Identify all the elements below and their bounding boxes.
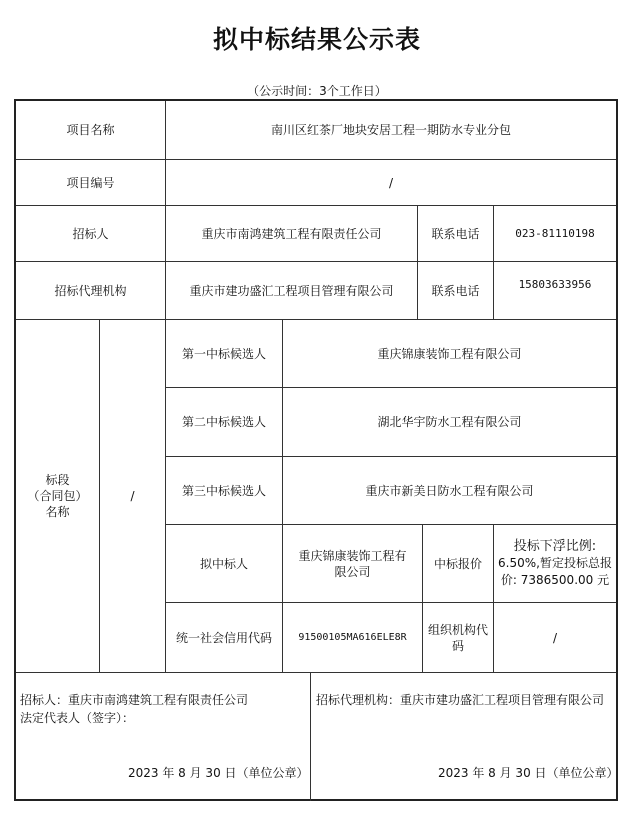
candidate-2-value: 湖北华宇防水工程有限公司 [377, 415, 522, 429]
tenderer-phone-label: 联系电话 [431, 226, 480, 241]
section-label-line2: （合同包） [27, 489, 88, 503]
footer-agency: 招标代理机构：重庆市建功盛汇工程项目管理有限公司 [316, 693, 605, 707]
price-line1: 投标下浮比例: [513, 539, 597, 554]
org-code-value: / [552, 630, 558, 645]
tenderer-phone-value: 023-81110198 [515, 226, 595, 240]
project-name-label: 项目名称 [66, 123, 115, 137]
section-label [16, 320, 99, 672]
credit-code-value: 91500105MA616ELE8R [298, 631, 407, 643]
agency-label: 招标代理机构 [54, 283, 127, 298]
footer-right-date: 2023 年 8 月 30 日（单位公章） [438, 766, 619, 780]
price-value [494, 525, 616, 602]
footer-left-date: 2023 年 8 月 30 日（单位公章） [128, 766, 309, 780]
candidate-2-label: 第二中标候选人 [181, 415, 266, 429]
winner-label: 拟中标人 [199, 556, 248, 571]
result-table [14, 99, 618, 801]
winner-value-line2: 限公司 [334, 564, 371, 579]
winner-value [283, 525, 422, 602]
agency-phone-label: 联系电话 [431, 283, 480, 298]
org-code-label: 组织机构代码 [427, 622, 488, 653]
section-label-line1: 标段 [45, 473, 70, 487]
agency-phone-value: 15803633956 [518, 278, 592, 291]
page-title: 拟中标结果公示表 [212, 25, 421, 54]
candidate-1-label: 第一中标候选人 [181, 346, 266, 361]
agency-value: 重庆市建功盛汇工程项目管理有限公司 [189, 283, 394, 298]
tenderer-label: 招标人 [72, 226, 109, 241]
tenderer-value: 重庆市南鸿建筑工程有限责任公司 [201, 226, 382, 241]
price-line3: 价: 7386500.00 元 [500, 573, 610, 587]
project-code-label: 项目编号 [66, 175, 115, 190]
candidate-1-value: 重庆锦康装饰工程有限公司 [377, 346, 522, 361]
candidate-3-label: 第三中标候选人 [181, 483, 266, 498]
footer-tenderer: 招标人：重庆市南鸿建筑工程有限责任公司 [20, 693, 249, 707]
section-value: / [130, 489, 135, 503]
price-line2: 6.50%,暂定投标总报 [498, 556, 612, 570]
candidate-3-value: 重庆市新美日防水工程有限公司 [365, 483, 534, 498]
footer-legal-rep: 法定代表人（签字）： [20, 711, 135, 725]
price-label: 中标报价 [433, 556, 482, 571]
credit-code-label: 统一社会信用代码 [175, 630, 272, 645]
winner-value-line1: 重庆锦康装饰工程有 [298, 548, 407, 563]
project-code-value: / [388, 175, 394, 190]
project-name-value: 南川区红茶厂地块安居工程一期防水专业分包 [270, 123, 511, 137]
section-label-line3: 名称 [45, 505, 70, 519]
publicity-period: （公示时间：3个工作日） [247, 84, 387, 98]
